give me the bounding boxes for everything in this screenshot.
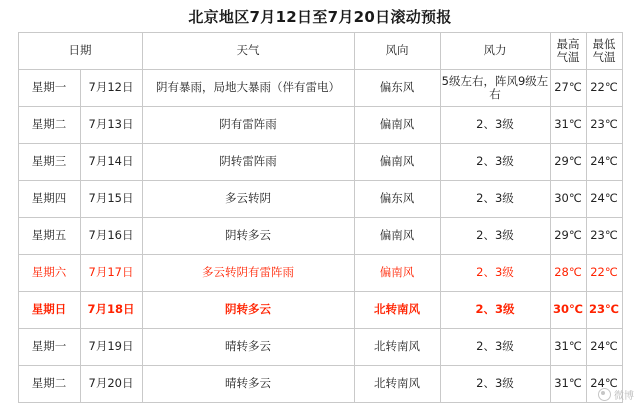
cell-date: 7月20日	[80, 366, 142, 403]
cell-low-temp: 23℃	[586, 292, 622, 329]
cell-low-temp: 24℃	[586, 329, 622, 366]
column-header-high-temp	[550, 33, 586, 70]
cell-high-temp: 29℃	[550, 144, 586, 181]
cell-low-temp: 22℃	[586, 70, 622, 107]
cell-high-temp: 30℃	[550, 292, 586, 329]
column-header-low-temp	[586, 33, 622, 70]
cell-wind-direction: 偏东风	[354, 181, 440, 218]
cell-high-temp: 31℃	[550, 366, 586, 403]
cell-wind-force: 2、3级	[440, 366, 550, 403]
cell-low-temp: 22℃	[586, 255, 622, 292]
cell-high-temp: 31℃	[550, 107, 586, 144]
table-row	[18, 218, 622, 255]
table-row	[18, 70, 622, 107]
cell-high-temp: 30℃	[550, 181, 586, 218]
cell-low-temp: 24℃	[586, 181, 622, 218]
cell-weekday: 星期二	[18, 107, 80, 144]
cell-weekday: 星期六	[18, 255, 80, 292]
cell-wind-force: 5级左右，阵风9级左右	[440, 70, 550, 107]
cell-date: 7月15日	[80, 181, 142, 218]
cell-weather: 阴转多云	[142, 218, 354, 255]
table-row	[18, 181, 622, 218]
cell-weekday: 星期一	[18, 329, 80, 366]
cell-wind-force: 2、3级	[440, 329, 550, 366]
cell-weather: 晴转多云	[142, 366, 354, 403]
cell-wind-force: 2、3级	[440, 181, 550, 218]
cell-high-temp: 31℃	[550, 329, 586, 366]
cell-weather: 多云转阴	[142, 181, 354, 218]
column-header-date: 日期	[18, 33, 142, 70]
table-header	[18, 33, 622, 70]
table-header-row	[18, 33, 622, 70]
cell-low-temp: 23℃	[586, 218, 622, 255]
cell-wind-force: 2、3级	[440, 292, 550, 329]
cell-wind-force: 2、3级	[440, 107, 550, 144]
cell-high-temp: 28℃	[550, 255, 586, 292]
cell-wind-direction: 北转南风	[354, 292, 440, 329]
watermark	[598, 387, 634, 402]
cell-date: 7月13日	[80, 107, 142, 144]
high-temp-label-line2: 气温	[556, 50, 580, 64]
cell-date: 7月16日	[80, 218, 142, 255]
cell-high-temp: 27℃	[550, 70, 586, 107]
cell-date: 7月19日	[80, 329, 142, 366]
cell-low-temp: 23℃	[586, 107, 622, 144]
cell-low-temp: 24℃	[586, 366, 622, 403]
low-temp-label-line1: 最低	[592, 36, 616, 51]
cell-wind-force: 2、3级	[440, 255, 550, 292]
cell-weather: 阴有雷阵雨	[142, 107, 354, 144]
cell-weather: 阴有暴雨，局地大暴雨（伴有雷电）	[142, 70, 354, 107]
cell-weekday: 星期三	[18, 144, 80, 181]
table-body	[18, 70, 622, 403]
cell-weekday: 星期日	[18, 292, 80, 329]
column-header-wind-direction: 风向	[354, 33, 440, 70]
table-row-highlighted	[18, 292, 622, 329]
cell-date: 7月17日	[80, 255, 142, 292]
cell-weekday: 星期二	[18, 366, 80, 403]
column-header-weather: 天气	[142, 33, 354, 70]
cell-date: 7月18日	[80, 292, 142, 329]
cell-weekday: 星期五	[18, 218, 80, 255]
forecast-table	[18, 32, 623, 403]
cell-weather: 晴转多云	[142, 329, 354, 366]
cell-date: 7月14日	[80, 144, 142, 181]
page-title: 北京地区7月12日至7月20日滚动预报	[188, 8, 452, 26]
cell-wind-direction: 北转南风	[354, 366, 440, 403]
table-row	[18, 329, 622, 366]
cell-low-temp: 24℃	[586, 144, 622, 181]
cell-wind-direction: 偏南风	[354, 107, 440, 144]
cell-weekday: 星期四	[18, 181, 80, 218]
cell-wind-direction: 偏东风	[354, 70, 440, 107]
watermark-label: 微博	[614, 391, 634, 402]
table-row	[18, 107, 622, 144]
table-row-highlighted	[18, 255, 622, 292]
cell-weather: 阴转雷阵雨	[142, 144, 354, 181]
cell-wind-direction: 偏南风	[354, 218, 440, 255]
table-row	[18, 144, 622, 181]
cell-wind-force: 2、3级	[440, 144, 550, 181]
cell-wind-direction: 偏南风	[354, 255, 440, 292]
cell-date: 7月12日	[80, 70, 142, 107]
cell-weather: 多云转阴有雷阵雨	[142, 255, 354, 292]
cell-wind-direction: 偏南风	[354, 144, 440, 181]
cell-weekday: 星期一	[18, 70, 80, 107]
table-row	[18, 366, 622, 403]
cell-wind-direction: 北转南风	[354, 329, 440, 366]
low-temp-label-line2: 气温	[592, 50, 616, 64]
high-temp-label-line1: 最高	[556, 36, 580, 51]
cell-weather: 阴转多云	[142, 292, 354, 329]
column-header-wind-force: 风力	[440, 33, 550, 70]
cell-wind-force: 2、3级	[440, 218, 550, 255]
weibo-eye-icon	[598, 388, 611, 401]
cell-high-temp: 29℃	[550, 218, 586, 255]
